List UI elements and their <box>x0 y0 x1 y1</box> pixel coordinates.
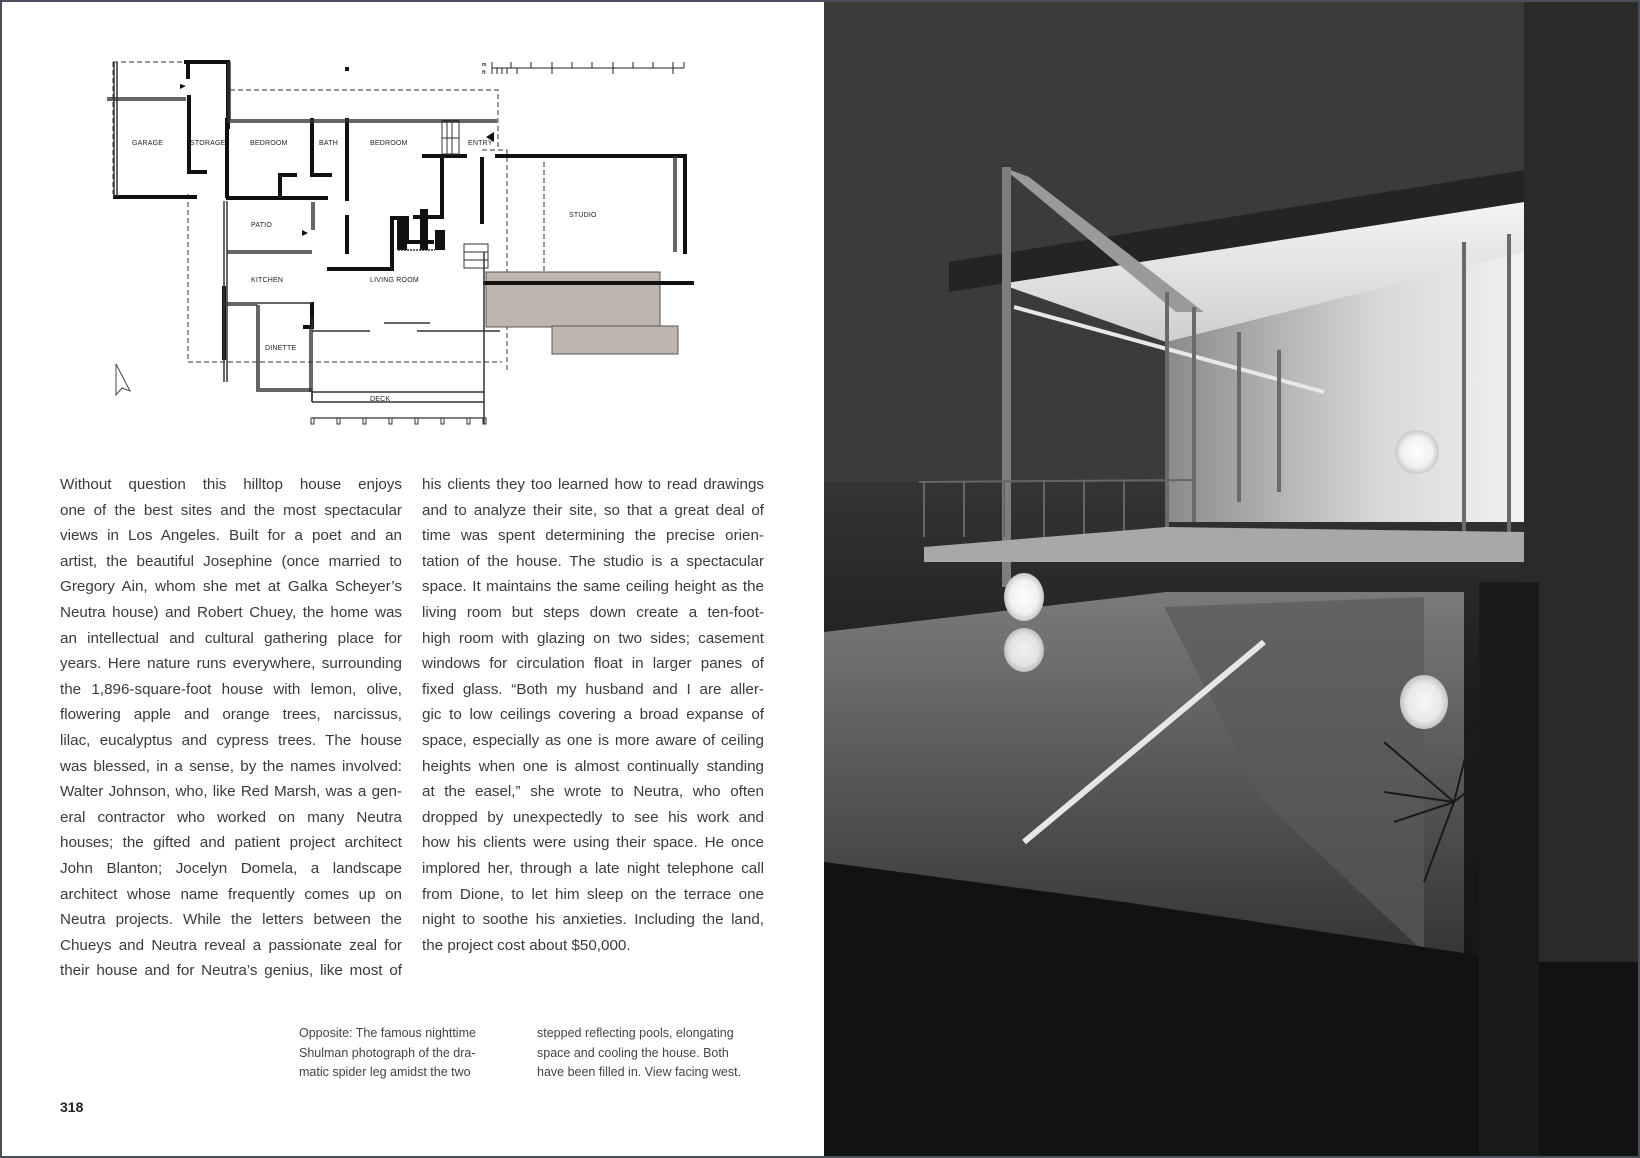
night-photograph <box>824 2 1638 1156</box>
text-line: matic spider leg amidst the two <box>299 1065 471 1079</box>
scale-label-ft: ft <box>482 70 486 76</box>
text-line: gic to low ceilings covering a broad expanse of <box>422 706 764 724</box>
body-text-column-1 <box>60 472 402 984</box>
text-line: Walter Johnson, who, like Red Marsh, was a gen- <box>60 783 402 801</box>
text-line: windows for circulation float in larger panes of <box>422 655 764 673</box>
text-line: night to soothe his anxieties. Including the land, <box>422 911 764 929</box>
terrace <box>924 527 1524 562</box>
text-line: from Dione, to let him sleep on the terrace one <box>422 885 764 903</box>
text-line: living room but steps down create a ten-foot- <box>422 603 764 621</box>
reflecting-pool-lower <box>552 326 678 354</box>
room-label-patio: PATIO <box>251 222 272 229</box>
lamp-reflection <box>1400 675 1448 729</box>
planter-shrubs <box>1479 582 1539 1156</box>
scale-label-m: m <box>482 62 487 68</box>
left-page <box>2 2 822 1156</box>
room-label-bedroom-2: BEDROOM <box>370 140 408 147</box>
arrow-icon <box>180 84 186 89</box>
text-line: houses; the gifted and patient project architect <box>60 834 402 852</box>
text-line: the 1,896-square-foot house with lemon, olive, <box>60 680 402 698</box>
north-arrow-icon <box>116 364 130 395</box>
garden-globe-light <box>1004 573 1044 621</box>
room-label-bedroom: BEDROOM <box>250 140 288 147</box>
body-text-column-2 <box>422 472 764 958</box>
text-line: Neutra projects. While the letters between the <box>60 911 402 929</box>
text-line: at the easel,” she wrote to Neutra, who often <box>422 783 764 801</box>
text-line: architect whose name frequently comes up on <box>60 885 402 903</box>
text-line: space, especially as one is more aware of ceiling <box>422 731 764 749</box>
paper-lamp <box>1395 430 1439 474</box>
scale-bar <box>492 62 684 74</box>
text-line: his clients they too learned how to read drawings <box>422 476 764 493</box>
book-spread <box>2 2 1638 1156</box>
text-line: fixed glass. “Both my husband and I are aller- <box>422 680 764 698</box>
text-line: lilac, eucalyptus and cypress trees. The house <box>60 731 402 749</box>
room-label-dinette: DINETTE <box>265 345 297 352</box>
text-line: have been filled in. View facing west. <box>537 1065 742 1079</box>
room-label-deck: DECK <box>370 396 391 403</box>
text-line: one of the best sites and the most spectacular <box>60 501 402 519</box>
text-line: flowering apple and orange trees, narcissus, <box>60 706 402 724</box>
floor-plan-drawing <box>102 52 722 432</box>
text-line: how his clients were using their space. He once <box>422 834 764 852</box>
room-label-entry: ENTRY <box>468 140 493 147</box>
text-line: Without question this hilltop house enjoys <box>60 476 402 493</box>
caption-column-1 <box>299 1024 509 1083</box>
room-label-studio: STUDIO <box>569 212 597 219</box>
deck-posts <box>311 418 486 424</box>
text-line: time was spent determining the precise orien- <box>422 527 764 545</box>
text-line: space. It maintains the same ceiling height as the <box>422 578 764 596</box>
text-line: the project cost about $50,000. <box>422 936 631 954</box>
text-line: heights when one is almost continually standing <box>422 757 764 775</box>
text-line: Gregory Ain, whom she met at Galka Scheyer’s <box>60 578 402 596</box>
text-line: an intellectual and cultural gathering place for <box>60 629 402 647</box>
text-line: Shulman photograph of the dra- <box>299 1045 476 1060</box>
photo-illustration <box>824 2 1638 1156</box>
text-line: artist, the beautiful Josephine (once married to <box>60 552 402 570</box>
reflecting-pool-upper <box>486 272 660 327</box>
roof-overhang <box>113 62 544 370</box>
text-line: Neutra house) and Robert Chuey, the home was <box>60 603 402 621</box>
room-label-living-room: LIVING ROOM <box>370 277 419 284</box>
text-line: and to analyze their site, so that a great deal of <box>422 501 764 519</box>
arrow-icon <box>302 230 308 236</box>
room-label-bath: BATH <box>319 140 338 147</box>
text-line: eral contractor who worked on many Neutra <box>60 808 402 826</box>
page-number: 318 <box>60 1099 84 1115</box>
text-line: high room with glazing on two sides; casement <box>422 629 764 647</box>
fireplace <box>397 218 407 250</box>
room-label-storage: STORAGE <box>190 140 226 147</box>
text-line: space and cooling the house. Both <box>537 1045 729 1060</box>
text-line: stepped reflecting pools, elongating <box>537 1026 734 1040</box>
room-label-kitchen: KITCHEN <box>251 277 284 284</box>
text-line: their house and for Neutra’s genius, like most of <box>60 962 402 980</box>
text-line: Chueys and Neutra reveal a passionate zeal for <box>60 936 402 954</box>
text-line: tation of the house. The studio is a spectacular <box>422 552 764 570</box>
text-line: implored her, through a late night telephone call <box>422 859 764 877</box>
text-line: dropped by unexpectedly to see his work and <box>422 808 764 826</box>
text-line: views in Los Angeles. Built for a poet and an <box>60 527 402 545</box>
text-line: was blessed, in a sense, by the names involved: <box>60 757 402 775</box>
text-line: John Blanton; Jocelyn Domela, a landscape <box>60 859 402 877</box>
text-line: years. Here nature runs everywhere, surrounding <box>60 655 402 673</box>
floor-plan <box>102 52 722 432</box>
room-label-garage: GARAGE <box>132 140 164 147</box>
caption-column-2 <box>537 1024 747 1083</box>
text-line: Opposite: The famous nighttime <box>299 1026 476 1040</box>
